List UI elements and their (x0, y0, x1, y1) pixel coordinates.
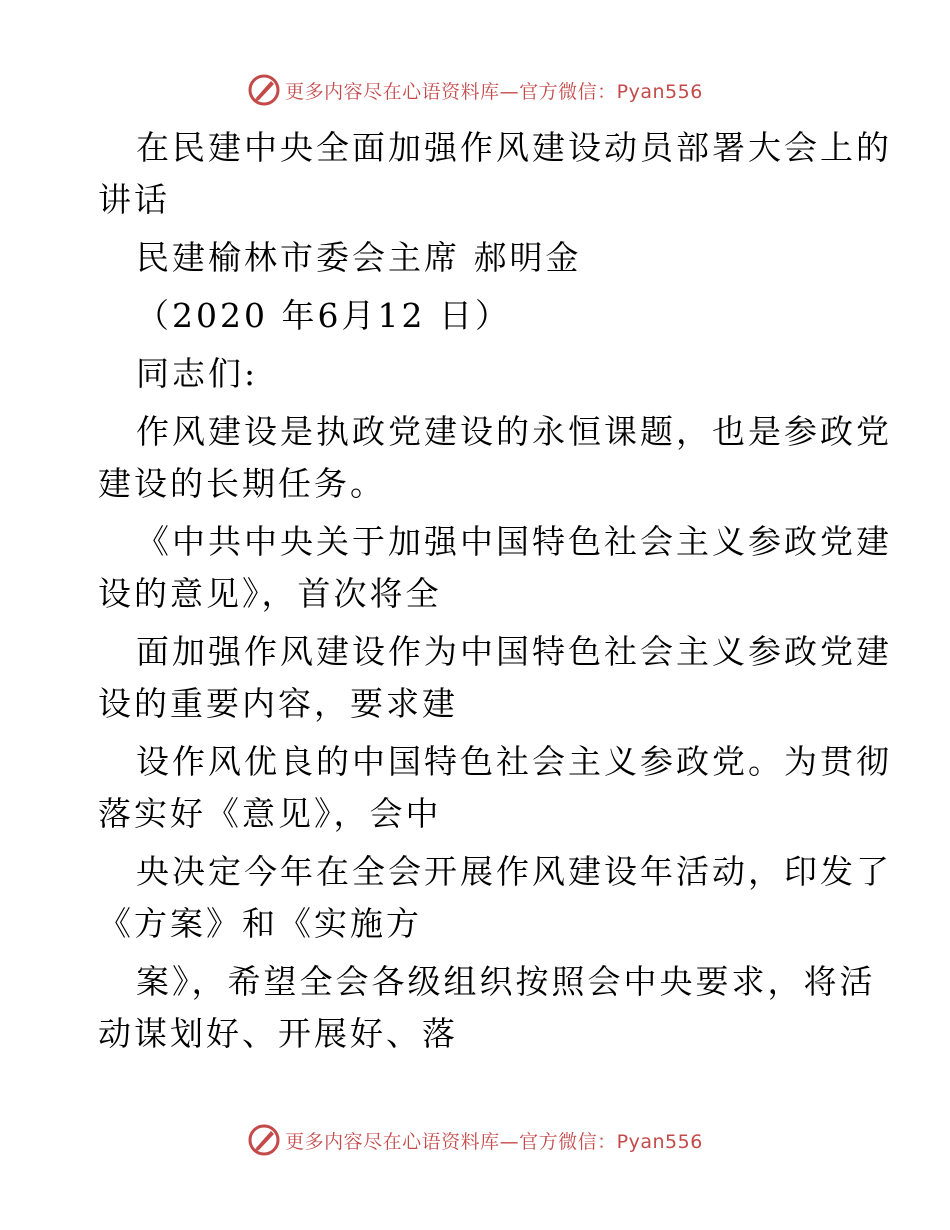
document-title-line-2: 讲话 (98, 180, 170, 219)
header-banner-text: 更多内容尽在心语资料库—官方微信：Pyan556 (285, 80, 703, 103)
body-line: 落实好《意见》，会中 (98, 794, 442, 833)
author-line: 民建榆林市委会主席 郝明金 (136, 238, 582, 277)
body-line: 建设的长期任务。 (98, 464, 386, 503)
body-line: 案》，希望全会各级组织按照会中央要求，将活 (136, 962, 876, 1001)
body-line: 《中共中央关于加强中国特色社会主义参政党建 (136, 522, 892, 561)
quill-logo-icon (247, 1123, 281, 1157)
quill-logo-icon (247, 73, 281, 107)
salutation: 同志们: (136, 354, 259, 393)
body-line: 面加强作风建设作为中国特色社会主义参政党建 (136, 632, 892, 671)
footer-banner-text: 更多内容尽在心语资料库—官方微信：Pyan556 (285, 1130, 703, 1153)
body-line: 设的意见》，首次将全 (98, 574, 442, 613)
header-banner (0, 70, 950, 110)
body-line: 央决定今年在全会开展作风建设年活动，印发了 (136, 852, 892, 891)
document-title-line-1: 在民建中央全面加强作风建设动员部署大会上的 (136, 128, 892, 167)
body-line: 设作风优良的中国特色社会主义参政党。为贯彻 (136, 742, 892, 781)
body-line: 《方案》和《实施方 (98, 904, 422, 943)
date-line: （2020 年6月12 日） (136, 296, 511, 335)
body-line: 作风建设是执政党建设的永恒课题，也是参政党 (136, 412, 892, 451)
body-line: 设的重要内容，要求建 (98, 684, 458, 723)
footer-banner (0, 1120, 950, 1160)
document-body (98, 122, 892, 1060)
body-line: 动谋划好、开展好、落 (98, 1014, 458, 1053)
